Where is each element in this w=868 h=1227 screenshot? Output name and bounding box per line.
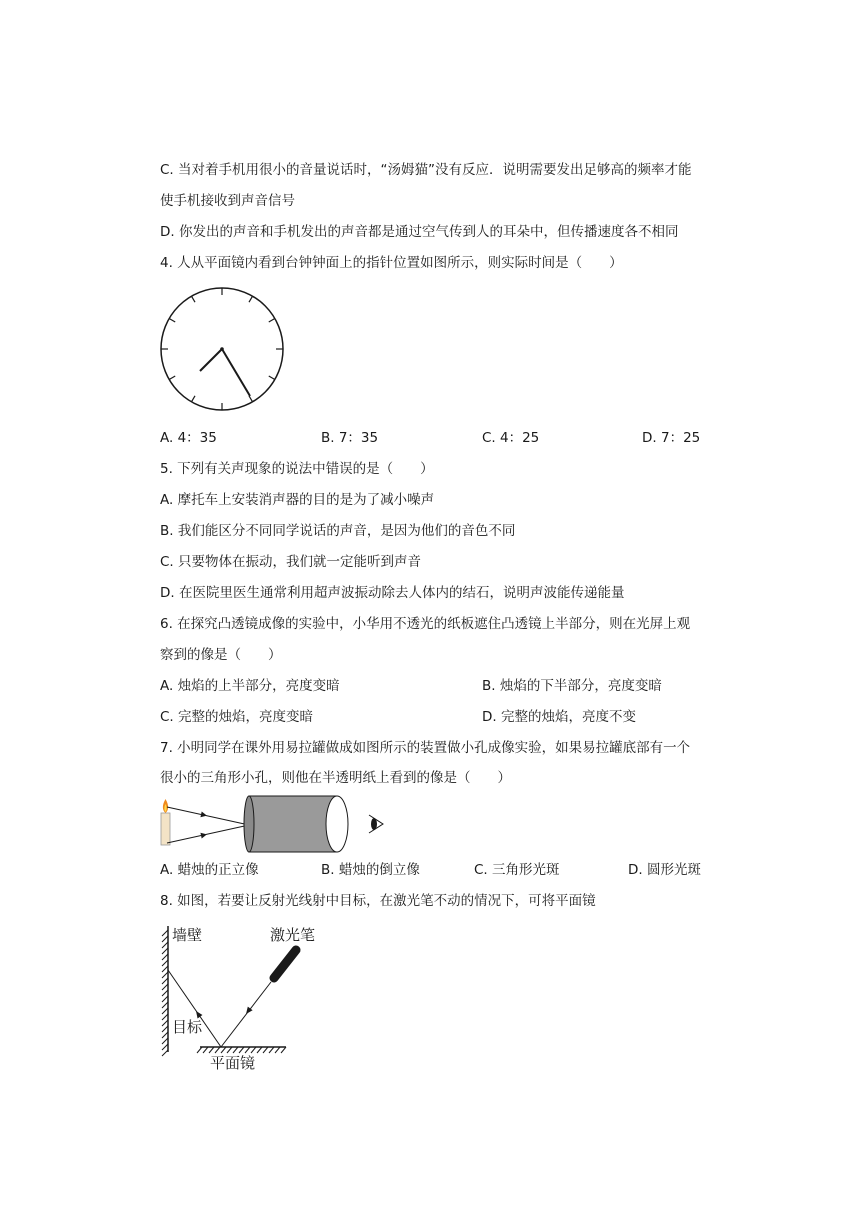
clock-tick [269, 319, 275, 323]
q7-stem-line2: 很小的三角形小孔，则他在半透明纸上看到的像是（ ） [160, 770, 511, 786]
q5-option-c: C. 只要物体在振动，我们就一定能听到声音 [160, 554, 422, 570]
q3-option-c-line2: 使手机接收到声音信号 [160, 193, 295, 209]
wall-hatch [162, 936, 168, 942]
wall-hatch [162, 966, 168, 972]
clock-tick [169, 319, 175, 323]
mirror-hatch [239, 1047, 244, 1053]
clock-figure [158, 286, 288, 416]
mirror-hatch [221, 1047, 226, 1053]
mirror-hatch [197, 1047, 202, 1053]
q4-stem: 4. 人从平面镜内看到台钟钟面上的指针位置如图所示，则实际时间是（ ） [160, 255, 623, 271]
wall-hatch [162, 960, 168, 966]
wall-label: 墙壁 [172, 926, 203, 944]
laser-mirror-figure [158, 922, 338, 1072]
wall-hatch [162, 954, 168, 960]
q7-option-d: D. 圆形光斑 [628, 862, 701, 878]
mirror-hatch [281, 1047, 286, 1053]
q5-stem: 5. 下列有关声现象的说法中错误的是（ ） [160, 461, 434, 477]
wall-hatch [162, 1044, 168, 1050]
q6-option-d: D. 完整的烛焰，亮度不变 [482, 709, 636, 725]
mirror-hatch [257, 1047, 262, 1053]
wall-hatch [162, 978, 168, 984]
q4-option-d: D. 7：25 [642, 430, 701, 446]
q4-option-b: B. 7：35 [321, 430, 379, 446]
mirror-hatch [251, 1047, 256, 1053]
wall-hatch [162, 1026, 168, 1032]
q7-option-b: B. 蜡烛的倒立像 [321, 862, 420, 878]
mirror-hatch [245, 1047, 250, 1053]
wall-hatch [162, 948, 168, 954]
wall-hatch [162, 972, 168, 978]
wall-hatch [162, 990, 168, 996]
wall-hatch [162, 996, 168, 1002]
q6-option-a: A. 烛焰的上半部分，亮度变暗 [160, 678, 340, 694]
wall-hatch [162, 1032, 168, 1038]
clock-tick [169, 376, 175, 380]
mirror-hatch [233, 1047, 238, 1053]
q7-option-a: A. 蜡烛的正立像 [160, 862, 259, 878]
mirror-hatch [215, 1047, 220, 1053]
mirror-hatch [275, 1047, 280, 1053]
wall-hatch [162, 1020, 168, 1026]
q5-option-d: D. 在医院里医生通常利用超声波振动除去人体内的结石，说明声波能传递能量 [160, 585, 625, 601]
clock-tick [269, 376, 275, 380]
q5-option-b: B. 我们能区分不同同学说话的声音，是因为他们的音色不同 [160, 523, 516, 539]
q3-option-c-line1: C. 当对着手机用很小的音量说话时，“汤姆猫”没有反应．说明需要发出足够高的频率才能 [160, 162, 692, 178]
q4-option-c: C. 4：25 [482, 430, 540, 446]
laser-label: 激光笔 [270, 926, 316, 944]
wall-hatch [162, 1008, 168, 1014]
mirror-hatch [263, 1047, 268, 1053]
target-label: 目标 [172, 1018, 203, 1036]
q7-stem-line1: 7. 小明同学在课外用易拉罐做成如图所示的装置做小孔成像实验，如果易拉罐底部有一个 [160, 740, 691, 756]
wall-hatch [162, 1014, 168, 1020]
q6-option-b: B. 烛焰的下半部分，亮度变暗 [482, 678, 662, 694]
mirror-hatch [209, 1047, 214, 1053]
q3-option-d: D. 你发出的声音和手机发出的声音都是通过空气传到人的耳朵中，但传播速度各不相同 [160, 224, 679, 240]
q7-option-c: C. 三角形光斑 [474, 862, 560, 878]
wall-hatch [162, 1050, 168, 1056]
q5-option-a: A. 摩托车上安装消声器的目的是为了减小噪声 [160, 492, 435, 508]
pinhole-camera-figure [155, 793, 395, 853]
mirror-label: 平面镜 [210, 1054, 256, 1072]
wall-hatch [162, 1038, 168, 1044]
clock-tick [192, 296, 196, 302]
q4-option-a: A. 4：35 [160, 430, 217, 446]
wall-hatch [162, 930, 168, 936]
clock-tick [249, 296, 253, 302]
wall-hatch [162, 1002, 168, 1008]
wall-hatch [162, 942, 168, 948]
clock-tick [249, 396, 253, 402]
mirror-hatch [227, 1047, 232, 1053]
q6-option-c: C. 完整的烛焰，亮度变暗 [160, 709, 314, 725]
mirror-hatch [203, 1047, 208, 1053]
wall-hatch [162, 984, 168, 990]
q6-stem-line1: 6. 在探究凸透镜成像的实验中，小华用不透光的纸板遮住凸透镜上半部分，则在光屏上观 [160, 616, 691, 632]
q8-stem: 8. 如图，若要让反射光线射中目标，在激光笔不动的情况下，可将平面镜 [160, 893, 596, 909]
clock-tick [192, 396, 196, 402]
mirror-hatch [269, 1047, 274, 1053]
q6-stem-line2: 察到的像是（ ） [160, 647, 282, 663]
